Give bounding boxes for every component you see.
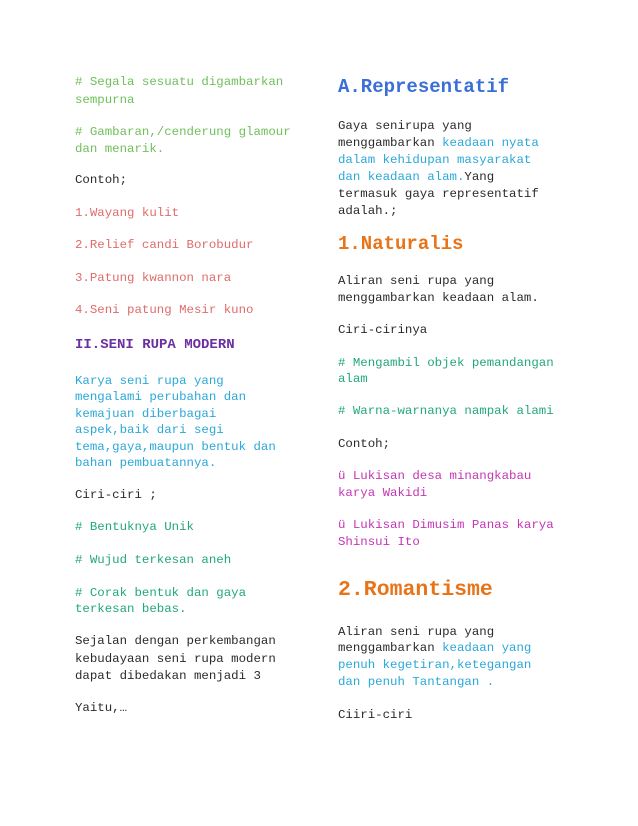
text-line: aspek,baik dari segi <box>75 423 224 437</box>
text-line: adalah.; <box>338 204 398 218</box>
text-line: # Mengambil objek pemandangan <box>338 356 554 370</box>
text-span: keadaan nyata <box>442 136 539 150</box>
text-line: Yaitu,… <box>75 701 128 715</box>
text-line: # Segala sesuatu digambarkan <box>75 75 284 89</box>
text-span: keadaan yang <box>442 641 532 655</box>
text-line: # Gambaran,/cenderung glamour <box>75 125 291 139</box>
text-line: tema,gaya,maupun bentuk dan <box>75 440 276 454</box>
text-span: dan keadaan alam. <box>338 170 465 184</box>
text-line: penuh kegetiran,ketegangan <box>338 658 532 672</box>
text-line: Aliran seni rupa yang <box>338 274 495 288</box>
list-item: 4.Seni patung Mesir kuno <box>75 303 254 317</box>
text-line: kemajuan diberbagai <box>75 407 217 421</box>
text-line: Aliran seni rupa yang <box>338 625 495 639</box>
text-span: menggambarkan <box>338 136 443 150</box>
list-item: ü Lukisan Dimusim Panas karya <box>338 518 554 532</box>
list-item: Shinsui Ito <box>338 535 420 549</box>
section-heading: II.SENI RUPA MODERN <box>75 337 235 353</box>
text-line: Contoh; <box>75 173 128 187</box>
text-line: # Warna-warnanya nampak alami <box>338 404 554 418</box>
text-line: Ciri-ciri ; <box>75 488 157 502</box>
text-line: Contoh; <box>338 437 391 451</box>
text-line: Sejalan dengan perkembangan <box>75 634 276 648</box>
list-item: ü Lukisan desa minangkabau <box>338 469 532 483</box>
text-line: menggambarkan keadaan alam. <box>338 291 539 305</box>
text-line: dapat dibedakan menjadi 3 <box>75 669 261 683</box>
text-line: # Corak bentuk dan gaya <box>75 586 247 600</box>
section-heading: 2.Romantisme <box>338 578 493 602</box>
text-line: kebudayaan seni rupa modern <box>75 652 276 666</box>
list-item: 2.Relief candi Borobudur <box>75 238 254 252</box>
text-line: dan menarik. <box>75 142 165 156</box>
text-span: menggambarkan <box>338 641 443 655</box>
text-line: sempurna <box>75 93 135 107</box>
text-line: alam <box>338 372 368 386</box>
section-heading: A.Representatif <box>338 76 510 98</box>
text-line: Ciiri-ciri <box>338 708 413 722</box>
list-item: 1.Wayang kulit <box>75 206 180 220</box>
section-heading: 1.Naturalis <box>338 233 464 255</box>
list-item: karya Wakidi <box>338 486 428 500</box>
text-line: dalam kehidupan masyarakat <box>338 153 532 167</box>
text-line: Gaya senirupa yang <box>338 119 472 133</box>
text-line <box>338 135 539 152</box>
text-line: Karya seni rupa yang <box>75 374 224 388</box>
text-line <box>338 640 531 657</box>
text-line: terkesan bebas. <box>75 602 187 616</box>
text-line <box>338 169 494 186</box>
text-line: # Wujud terkesan aneh <box>75 553 232 567</box>
text-span: Yang <box>464 170 495 184</box>
text-line: termasuk gaya representatif <box>338 187 539 201</box>
text-line: dan penuh Tantangan . <box>338 675 495 689</box>
text-line: bahan pembuatannya. <box>75 456 217 470</box>
text-line: mengalami perubahan dan <box>75 390 247 404</box>
text-line: Ciri-cirinya <box>338 323 428 337</box>
list-item: 3.Patung kwannon nara <box>75 271 232 285</box>
text-line: # Bentuknya Unik <box>75 520 194 534</box>
